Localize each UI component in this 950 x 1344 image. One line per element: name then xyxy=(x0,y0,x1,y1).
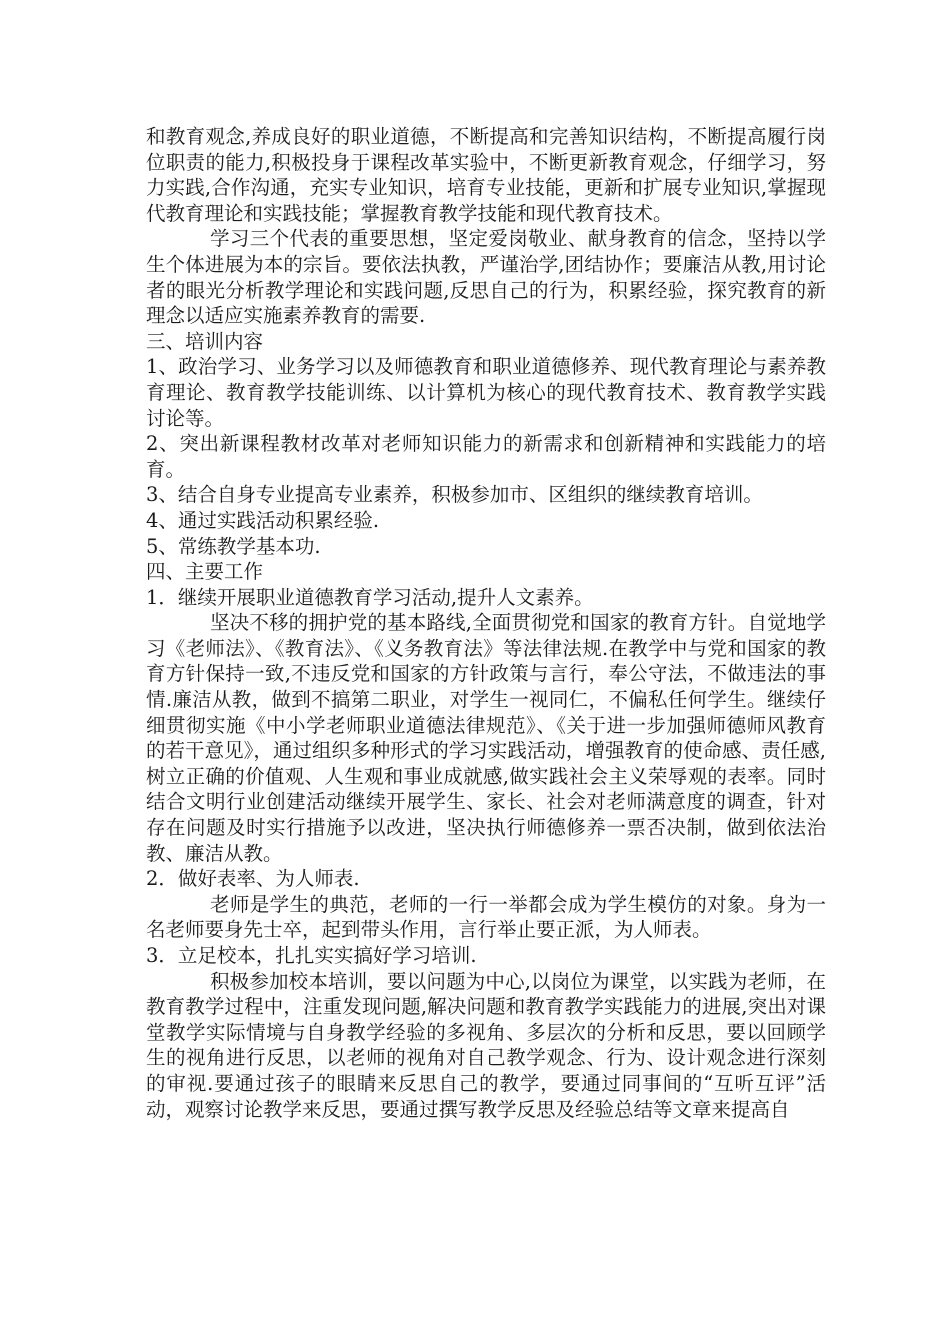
paragraph: 学习三个代表的重要思想，坚定爱岗敬业、献身教育的信念，坚持以学生个体进展为本的宗旨。要依法执教，严谨治学,团结协作；要廉洁从教,用讨论者的眼光分析教学理论和实践问题,反思自己的行为，积累经验，探究教育的新理念以适应实施素养教育的需要. xyxy=(146,227,826,328)
paragraph: 坚决不移的拥护党的基本路线,全面贯彻党和国家的教育方针。自觉地学习《老师法》、《教育法》、《义务教育法》等法律法规.在教学中与党和国家的教育方针保持一致,不违反党和国家的方针政策与言行，奉公守法，不做违法的事情.廉洁从教，做到不搞第二职业，对学生一视同仁，不偏私任何学生。继续仔细贯彻实施《中小学老师职业道德法律规范》、《关于进一步加强师德师风教育的若干意见》，通过组织多种形式的学习实践活动，增强教育的使命感、责任感,树立正确的价值观、人生观和事业成就感,做实践社会主义荣辱观的表率。同时结合文明行业创建活动继续开展学生、家长、社会对老师满意度的调查，针对存在问题及时实行措施予以改进，坚决执行师德修养一票否决制，做到依法治教、廉洁从教。 xyxy=(146,611,826,865)
list-item: 2、突出新课程教材改革对老师知识能力的新需求和创新精神和实践能力的培育。 xyxy=(146,432,826,481)
list-item: 1、政治学习、业务学习以及师德教育和职业道德修养、现代教育理论与素养教育理论、教育教学技能训练、以计算机为核心的现代教育技术、教育教学实践讨论等。 xyxy=(146,355,826,430)
paragraph: 积极参加校本培训，要以问题为中心,以岗位为课堂，以实践为老师，在教育教学过程中，注重发现问题,解决问题和教育教学实践能力的进展,突出对课堂教学实际情境与自身教学经验的多视角、多层次的分析和反思，要以回顾学生的视角进行反思，以老师的视角对自己教学观念、行为、设计观念进行深刻的审视.要通过孩子的眼睛来反思自己的教学，要通过同事间的“互听互评”活动，观察讨论教学来反思，要通过撰写教学反思及经验总结等文章来提高自 xyxy=(146,969,826,1121)
section-heading: 三、培训内容 xyxy=(146,329,264,353)
subsection-heading: 3．立足校本，扎扎实实搞好学习培训. xyxy=(146,944,477,967)
document-body xyxy=(146,124,826,1122)
subsection-heading: 2．做好表率、为人师表. xyxy=(146,867,360,891)
section-heading: 四、主要工作 xyxy=(146,560,264,584)
list-item: 3、结合自身专业提高专业素养，积极参加市、区组织的继续教育培训。 xyxy=(146,483,763,507)
paragraph: 和教育观念,养成良好的职业道德，不断提高和完善知识结构，不断提高履行岗位职责的能力,积极投身于课程改革实验中，不断更新教育观念，仔细学习，努力实践,合作沟通，充实专业知识，培育专业技能，更新和扩展专业知识,掌握现代教育理论和实践技能；掌握教育教学技能和现代教育技术。 xyxy=(146,125,826,225)
list-item: 4、通过实践活动积累经验. xyxy=(146,508,380,532)
list-item: 5、常练教学基本功. xyxy=(146,534,321,558)
paragraph: 老师是学生的典范，老师的一行一举都会成为学生模仿的对象。身为一名老师要身先士卒，起到带头作用，言行举止要正派，为人师表。 xyxy=(146,892,826,942)
subsection-heading: 1．继续开展职业道德教育学习活动,提升人文素养。 xyxy=(146,585,594,609)
